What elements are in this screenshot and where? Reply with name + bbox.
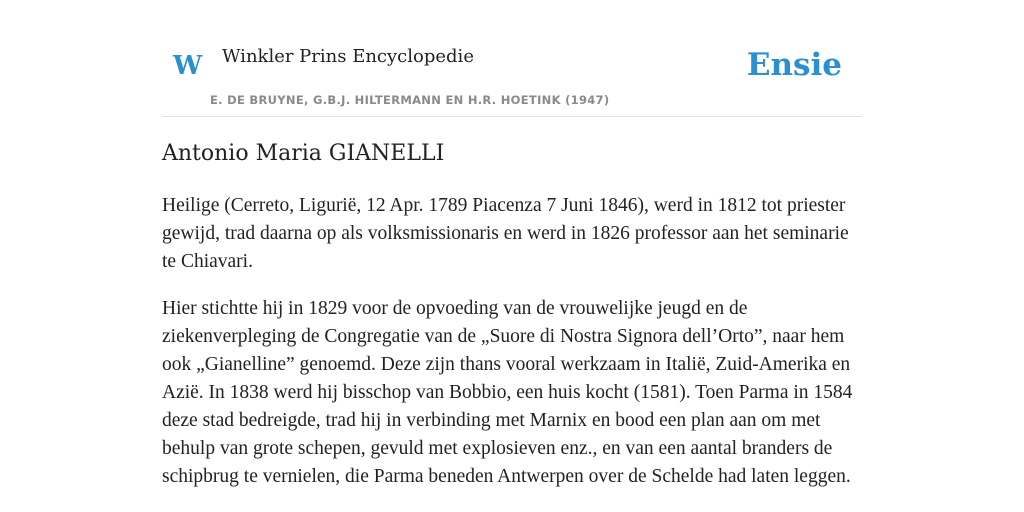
authors-subtitle: E. DE BRUYNE, G.B.J. HILTERMANN EN H.R. HOETINK (1947) xyxy=(210,93,610,107)
article-paragraph-2: Hier stichtte hij in 1829 voor de opvoeding van de vrouwelijke jeugd en de ziekenverpleging de Congregatie van de „Suore di Nostra Signora dell’Orto”, naar hem ook „Gianelline” genoemd. Deze zijn thans vooral werkzaam in Italië, Zuid-Amerika en Azië. In 1838 werd hij bisschop van Bobbio, een huis kocht (1581). Toen Parma in 1584 deze stad bedreigde, trad hij in verbinding met Marnix en bood een plan aan om met behulp van grote schepen, gevuld met explosieven enz., en van een aantal branders de schipbrug te vernielen, die Parma beneden Antwerpen over de Schelde had laten leggen. xyxy=(162,298,853,487)
site-header xyxy=(162,0,862,117)
ensie-logo-link[interactable]: Ensie xyxy=(746,47,842,83)
encyclopedia-title-link[interactable]: Winkler Prins Encyclopedie xyxy=(222,46,474,67)
article-title: Antonio Maria GIANELLI xyxy=(162,141,445,166)
article-body xyxy=(162,192,862,510)
w-logo-icon[interactable]: W xyxy=(173,51,203,81)
article-paragraph-1: Heilige (Cerreto, Ligurië, 12 Apr. 1789 Piacenza 7 Juni 1846), werd in 1812 tot priester gewijd, trad daarna op als volksmissionaris en werd in 1826 professor aan het seminarie te Chiavari. xyxy=(162,195,849,272)
